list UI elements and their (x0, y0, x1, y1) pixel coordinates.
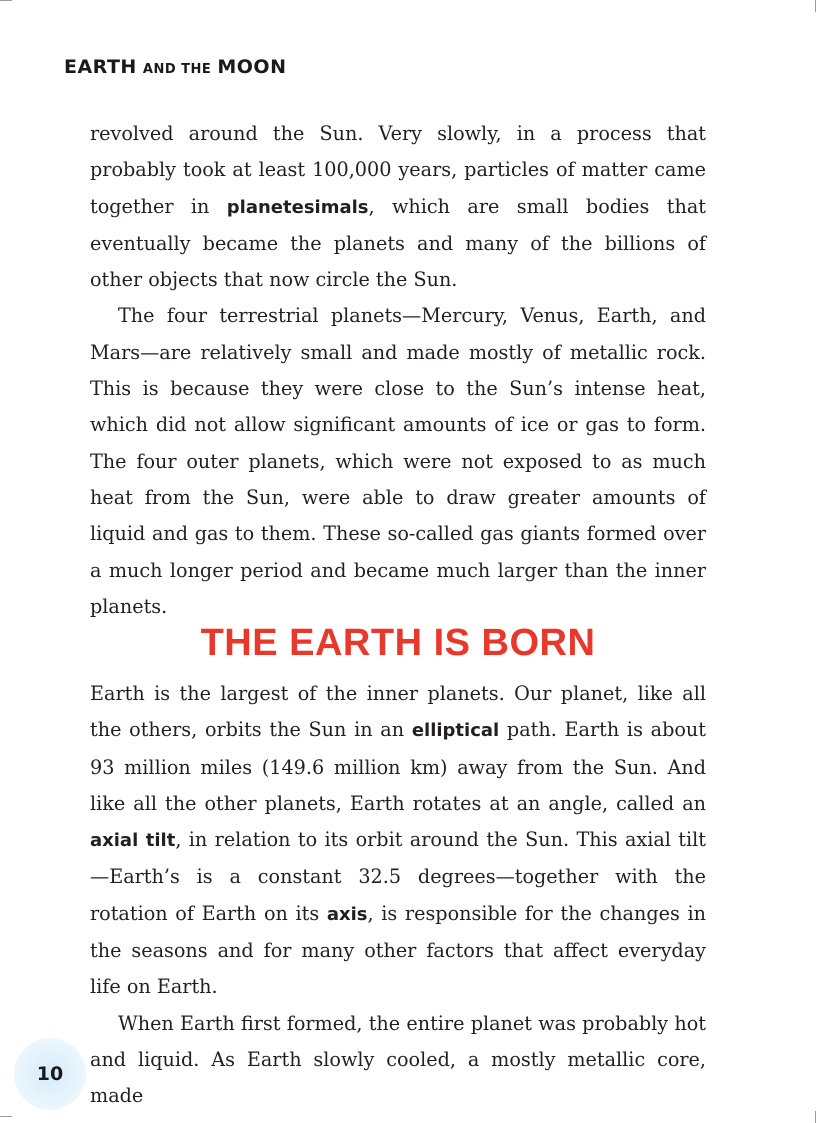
paragraph-1 (90, 116, 706, 298)
paragraph-1-text-a: revolved around the Sun. Very slowly, in a process that probably took at least 100,000 years, particles of matter came together in (90, 122, 706, 218)
running-header (64, 56, 287, 78)
paragraph-3-text-c: , in relation to its orbit around the Sun. This axial tilt—Earth’s is a constant 32.5 degrees—together with the rotation of Earth on its (90, 828, 706, 925)
crop-mark-top-left (0, 0, 12, 1)
body-text-top (90, 116, 706, 625)
term-planetesimals: planetesimals (226, 196, 369, 218)
paragraph-1-text-b: , which are small bodies that eventually became the planets and many of the billions of other objects that now circle the Sun. (90, 194, 706, 292)
paragraph-3 (90, 676, 706, 1006)
paragraph-3-text-a: Earth is the largest of the inner planets. Our planet, like all the others, orbits the Sun in an (90, 682, 706, 742)
crop-mark-bottom-left (0, 1116, 12, 1117)
term-axis: axis (326, 903, 368, 925)
term-elliptical: elliptical (411, 720, 500, 742)
header-earth: EARTH (64, 56, 137, 78)
header-moon: MOON (217, 56, 287, 78)
page-number: 10 (36, 1063, 64, 1085)
page-number-badge (14, 1038, 86, 1110)
paragraph-2: The four terrestrial planets—Mercury, Venus, Earth, and Mars—are relatively small and made mostly of metallic rock. This is because they were close to the Sun’s intense heat, which did not allow significant amounts of ice or gas to form. The four outer planets, which were not exposed to as much heat from the Sun, were able to draw greater amounts of liquid and gas to them. These so-called gas giants formed over a much longer period and became much larger than the inner planets. (90, 304, 706, 618)
paragraph-4: When Earth first formed, the entire planet was probably hot and liquid. As Earth slowly cooled, a mostly metallic core, made (90, 1011, 706, 1108)
header-and-the: AND THE (142, 62, 212, 77)
body-text-bottom (90, 676, 706, 1115)
paragraph-3-text-d: , is responsible for the changes in the seasons and for many other factors that affect everyday life on Earth. (90, 901, 706, 999)
term-axial-tilt: axial tilt (90, 830, 176, 852)
paragraph-3-text-b: path. Earth is about 93 million miles (149.6 million km) away from the Sun. And like all the other planets, Earth rotates at an angle, called an (90, 718, 706, 815)
section-heading: THE EARTH IS BORN (200, 622, 596, 664)
